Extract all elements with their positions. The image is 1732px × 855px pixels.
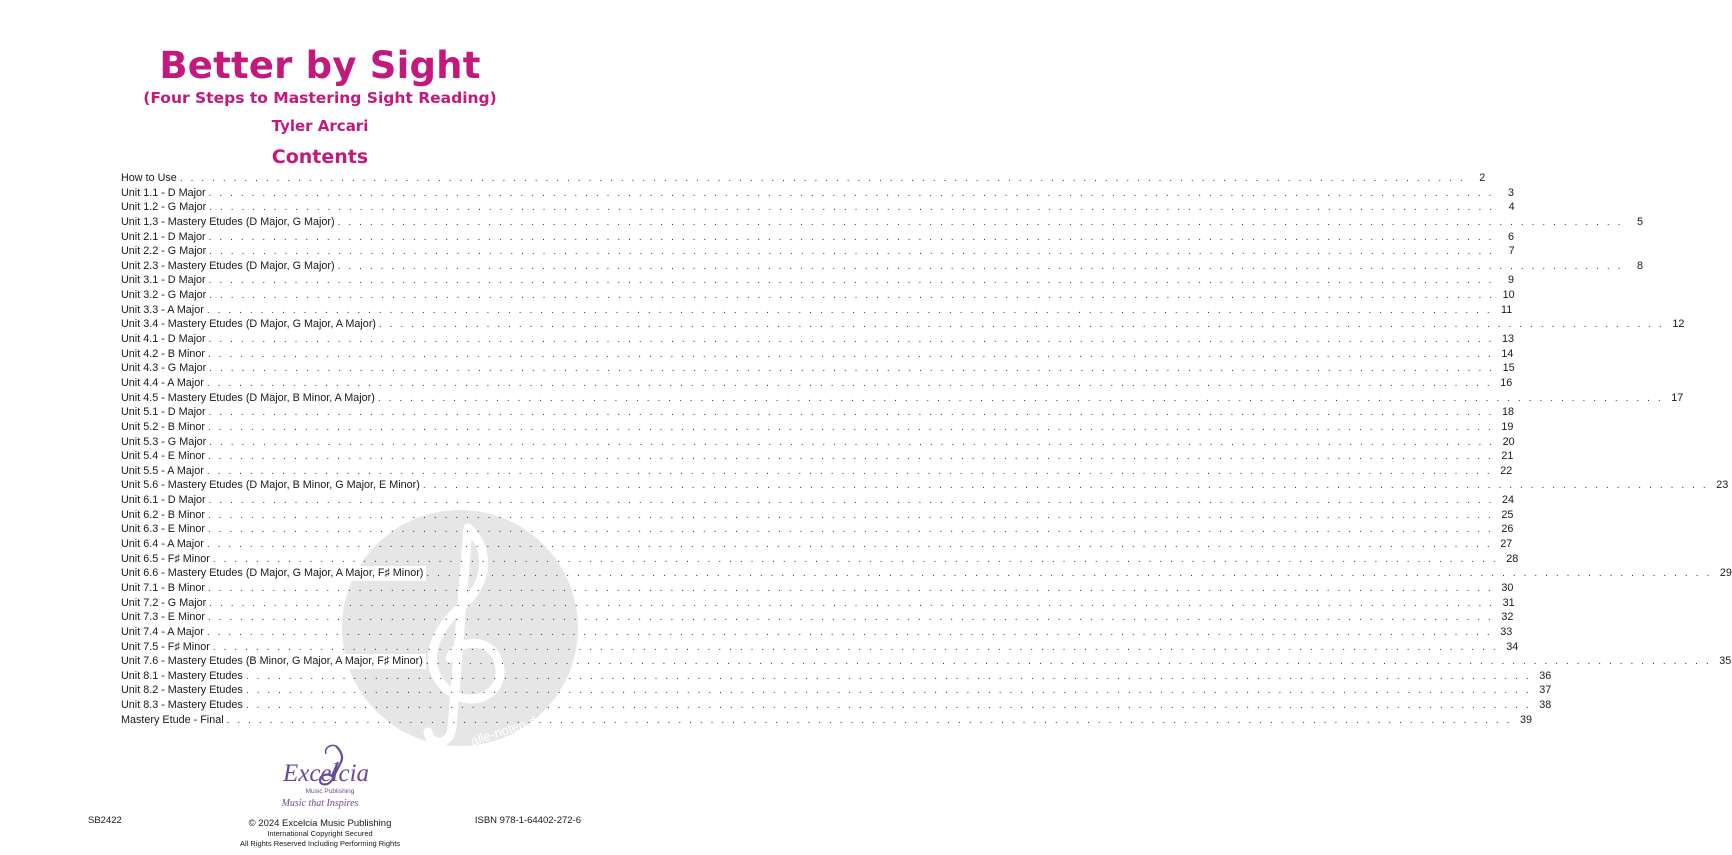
- toc-entry-page: 38: [1539, 699, 1552, 712]
- toc-dot-leader: . . . . . . . . . . . . . . . . . . . . . . . . . . . . . . . . . . . . . . . . . . . . . . . . . . . . . . . . . . . . . . . . . . . . . . . . . . . . . . . . . . . . . . . . . . . . . . . . . . . . . . . . . . . . . . . . . . . . . . . .: [208, 348, 1494, 360]
- toc-entry: [121, 405, 1515, 420]
- toc-entry: [121, 683, 1552, 698]
- toc-entry-label: Unit 3.2 - G Major: [121, 288, 209, 303]
- toc-entry: [121, 361, 1515, 376]
- toc-entry-page: 32: [1501, 611, 1514, 624]
- toc-entry: [121, 376, 1513, 391]
- toc-entry: [121, 259, 1644, 274]
- toc-dot-leader: . . . . . . . . . . . . . . . . . . . . . . . . . . . . . . . . . . . . . . . . . . . . . . . . . . . . . . . . . . . . . . . . . . . . . . . . . . . . . . . . . . . . . . . . . . . . . . . . . . . . . . . . . . . . . . . . . . . . . . . .: [426, 568, 1712, 580]
- toc-entry: [121, 435, 1515, 450]
- toc-dot-leader: . . . . . . . . . . . . . . . . . . . . . . . . . . . . . . . . . . . . . . . . . . . . . . . . . . . . . . . . . . . . . . . . . . . . . . . . . . . . . . . . . . . . . . . . . . . . . . . . . . . . . . . . . . . . . . . . . . . . . . . .: [206, 539, 1493, 551]
- toc-entry-page: 6: [1508, 230, 1515, 243]
- toc-dot-leader: . . . . . . . . . . . . . . . . . . . . . . . . . . . . . . . . . . . . . . . . . . . . . . . . . . . . . . . . . . . . . . . . . . . . . . . . . . . . . . . . . . . . . . . . . . . . . . . . . . . . . . . . . . . . . . . . . . . . . . . .: [377, 392, 1664, 404]
- toc-entry-page: 23: [1716, 479, 1729, 492]
- toc-dot-leader: . . . . . . . . . . . . . . . . . . . . . . . . . . . . . . . . . . . . . . . . . . . . . . . . . . . . . . . . . . . . . . . . . . . . . . . . . . . . . . . . . . . . . . . . . . . . . . . . . . . . . . . . . . . . . . . . . . . . . . . .: [208, 407, 1495, 419]
- toc-entry-label: Unit 4.3 - G Major: [121, 361, 209, 376]
- toc-entry: [121, 522, 1514, 537]
- toc-entry-label: Unit 1.1 - D Major: [121, 186, 209, 201]
- copyright-line: © 2024 Excelcia Music Publishing: [248, 818, 392, 829]
- toc-entry: [121, 230, 1515, 245]
- toc-entry: [121, 493, 1515, 508]
- toc-entry: [121, 713, 1533, 728]
- toc-entry-page: 10: [1502, 289, 1515, 302]
- toc-entry: [121, 669, 1552, 684]
- toc-dot-leader: . . . . . . . . . . . . . . . . . . . . . . . . . . . . . . . . . . . . . . . . . . . . . . . . . . . . . . . . . . . . . . . . . . . . . . . . . . . . . . . . . . . . . . . . . . . . . . . . . . . . . . . . . . . . . . . . . . . . . . . .: [212, 641, 1499, 653]
- toc-entry-label: Unit 5.3 - G Major: [121, 435, 209, 450]
- toc-entry-page: 13: [1502, 333, 1515, 346]
- toc-entry: [121, 200, 1515, 215]
- toc-entry-page: 9: [1508, 274, 1515, 287]
- toc-dot-leader: . . . . . . . . . . . . . . . . . . . . . . . . . . . . . . . . . . . . . . . . . . . . . . . . . . . . . . . . . . . . . . . . . . . . . . . . . . . . . . . . . . . . . . . . . . . . . . . . . . . . . . . . . . . . . . . . . . . . . . . .: [245, 700, 1532, 712]
- toc-entry-label: Unit 2.3 - Mastery Etudes (D Major, G Major): [121, 259, 338, 274]
- toc-dot-leader: . . . . . . . . . . . . . . . . . . . . . . . . . . . . . . . . . . . . . . . . . . . . . . . . . . . . . . . . . . . . . . . . . . . . . . . . . . . . . . . . . . . . . . . . . . . . . . . . . . . . . . . . . . . . . . . . . . . . . . . .: [212, 553, 1499, 565]
- toc-entry: [121, 654, 1732, 669]
- toc-dot-leader: . . . . . . . . . . . . . . . . . . . . . . . . . . . . . . . . . . . . . . . . . . . . . . . . . . . . . . . . . . . . . . . . . . . . . . . . . . . . . . . . . . . . . . . . . . . . . . . . . . . . . . . . . . . . . . . . . . . . . . . .: [209, 436, 1495, 448]
- toc-entry: [121, 640, 1519, 655]
- book-title: Better by Sight: [159, 44, 481, 87]
- toc-entry-label: Unit 7.2 - G Major: [121, 596, 209, 611]
- toc-entry-label: Unit 1.2 - G Major: [121, 200, 209, 215]
- toc-entry-page: 36: [1539, 669, 1552, 682]
- toc-entry-page: 35: [1719, 655, 1732, 668]
- toc-entry-label: Unit 4.2 - B Minor: [121, 347, 208, 362]
- toc-dot-leader: . . . . . . . . . . . . . . . . . . . . . . . . . . . . . . . . . . . . . . . . . . . . . . . . . . . . . . . . . . . . . . . . . . . . . . . . . . . . . . . . . . . . . . . . . . . . . . . . . . . . . . . . . . . . . . . . . . . . . . . .: [208, 275, 1495, 287]
- toc-dot-leader: . . . . . . . . . . . . . . . . . . . . . . . . . . . . . . . . . . . . . . . . . . . . . . . . . . . . . . . . . . . . . . . . . . . . . . . . . . . . . . . . . . . . . . . . . . . . . . . . . . . . . . . . . . . . . . . . . . . . . . . .: [208, 187, 1495, 199]
- toc-entry: [121, 625, 1513, 640]
- toc-entry-page: 8: [1637, 259, 1644, 272]
- toc-entry: [121, 508, 1514, 523]
- toc-entry-page: 11: [1501, 303, 1513, 316]
- toc-dot-leader: . . . . . . . . . . . . . . . . . . . . . . . . . . . . . . . . . . . . . . . . . . . . . . . . . . . . . . . . . . . . . . . . . . . . . . . . . . . . . . . . . . . . . . . . . . . . . . . . . . . . . . . . . . . . . . . . . . . . . . . .: [245, 670, 1532, 682]
- toc-entry: [121, 464, 1513, 479]
- toc-entry-label: Unit 5.5 - A Major: [121, 464, 207, 479]
- toc-entry-page: 2: [1479, 172, 1486, 184]
- toc-dot-leader: . . . . . . . . . . . . . . . . . . . . . . . . . . . . . . . . . . . . . . . . . . . . . . . . . . . . . . . . . . . . . . . . . . . . . . . . . . . . . . . . . . . . . . . . . . . . . . . . . . . . . . . . . . . . . . . . . . . . . . . .: [208, 509, 1494, 521]
- toc-entry: [121, 610, 1514, 625]
- toc-entry-page: 16: [1500, 376, 1513, 389]
- toc-dot-leader: . . . . . . . . . . . . . . . . . . . . . . . . . . . . . . . . . . . . . . . . . . . . . . . . . . . . . . . . . . . . . . . . . . . . . . . . . . . . . . . . . . . . . . . . . . . . . . . . . . . . . . . . . . . . . . . . . . . . . . . .: [206, 465, 1493, 477]
- author-name: Tyler Arcari: [271, 117, 369, 135]
- toc-dot-leader: . . . . . . . . . . . . . . . . . . . . . . . . . . . . . . . . . . . . . . . . . . . . . . . . . . . . . . . . . . . . . . . . . . . . . . . . . . . . . . . . . . . . . . . . . . . . . . . . . . . . . . . . . . . . . . . . . . . . . . . .: [425, 656, 1712, 668]
- toc-entry-label: Unit 4.1 - D Major: [121, 332, 209, 347]
- toc-entry-page: 30: [1501, 581, 1514, 594]
- toc-entry: [121, 391, 1684, 406]
- toc-entry: [121, 552, 1519, 567]
- toc-entry-label: Unit 5.2 - B Minor: [121, 420, 208, 435]
- table-of-contents: [121, 171, 1732, 727]
- toc-entry-label: Unit 2.1 - D Major: [121, 230, 209, 245]
- copyright-secured: International Copyright Secured: [267, 829, 373, 838]
- toc-entry-page: 33: [1500, 625, 1513, 638]
- toc-entry: [121, 288, 1515, 303]
- toc-dot-leader: . . . . . . . . . . . . . . . . . . . . . . . . . . . . . . . . . . . . . . . . . . . . . . . . . . . . . . . . . . . . . . . . . . . . . . . . . . . . . . . . . . . . . . . . . . . . . . . . . . . . . . . . . . . . . . . . . . . . . . . .: [208, 612, 1494, 624]
- toc-entry-label: Unit 6.5 - F♯ Minor: [121, 552, 213, 567]
- toc-dot-leader: . . . . . . . . . . . . . . . . . . . . . . . . . . . . . . . . . . . . . . . . . . . . . . . . . . . . . . . . . . . . . . . . . . . . . . . . . . . . . . . . . . . . . . . . . . . . . . . . . . . . . . . . . . . . . . . . . . . . . . . .: [208, 334, 1495, 346]
- toc-dot-leader: . . . . . . . . . . . . . . . . . . . . . . . . . . . . . . . . . . . . . . . . . . . . . . . . . . . . . . . . . . . . . . . . . . . . . . . . . . . . . . . . . . . . . . . . . . . . . . . . . . . . . . . . . . . . . . . . . . . . . . . .: [208, 451, 1494, 463]
- toc-entry-label: Unit 7.3 - E Minor: [121, 610, 208, 625]
- toc-dot-leader: . . . . . . . . . . . . . . . . . . . . . . . . . . . . . . . . . . . . . . . . . . . . . . . . . . . . . . . . . . . . . . . . . . . . . . . . . . . . . . . . . . . . . . . . . . . . . . . . . . . . . . . . . . . . . . . . . . . . . . . .: [209, 246, 1495, 258]
- toc-entry: [121, 478, 1729, 493]
- toc-dot-leader: . . . . . . . . . . . . . . . . . . . . . . . . . . . . . . . . . . . . . . . . . . . . . . . . . . . . . . . . . . . . . . . . . . . . . . . . . . . . . . . . . . . . . . . . . . . . . . . . . . . . . . . . . . . . . . . . . . . . . . . .: [422, 480, 1709, 492]
- toc-dot-leader: . . . . . . . . . . . . . . . . . . . . . . . . . . . . . . . . . . . . . . . . . . . . . . . . . . . . . . . . . . . . . . . . . . . . . . . . . . . . . . . . . . . . . . . . . . . . . . . . . . . . . . . . . . . . . . . . . . . . . . . .: [209, 202, 1495, 214]
- toc-dot-leader: . . . . . . . . . . . . . . . . . . . . . . . . . . . . . . . . . . . . . . . . . . . . . . . . . . . . . . . . . . . . . . . . . . . . . . . . . . . . . . . . . . . . . . . . . . . . . . . . . . . . . . . . . . . . . . . . . . . . . . . .: [206, 377, 1493, 389]
- toc-entry: [121, 171, 1486, 186]
- toc-entry: [121, 596, 1515, 611]
- toc-entry-label: Unit 4.4 - A Major: [121, 376, 207, 391]
- toc-entry-label: Unit 8.3 - Mastery Etudes: [121, 698, 246, 713]
- toc-entry-label: Unit 6.4 - A Major: [121, 537, 207, 552]
- toc-entry: [121, 332, 1515, 347]
- toc-dot-leader: . . . . . . . . . . . . . . . . . . . . . . . . . . . . . . . . . . . . . . . . . . . . . . . . . . . . . . . . . . . . . . . . . . . . . . . . . . . . . . . . . . . . . . . . . . . . . . . . . . . . . . . . . . . . . . . . . . . . . . . .: [208, 231, 1495, 243]
- toc-entry-page: 37: [1539, 684, 1552, 697]
- toc-entry-label: Unit 4.5 - Mastery Etudes (D Major, B Minor, A Major): [121, 391, 378, 406]
- toc-dot-leader: . . . . . . . . . . . . . . . . . . . . . . . . . . . . . . . . . . . . . . . . . . . . . . . . . . . . . . . . . . . . . . . . . . . . . . . . . . . . . . . . . . . . . . . . . . . . . . . . . . . . . . . . . . . . . . . . . . . . . . . .: [208, 421, 1494, 433]
- toc-entry: [121, 215, 1644, 230]
- product-code: SB2422: [88, 815, 122, 826]
- toc-entry: [121, 303, 1513, 318]
- toc-entry-label: Unit 8.2 - Mastery Etudes: [121, 683, 246, 698]
- toc-entry-label: Unit 3.1 - D Major: [121, 273, 209, 288]
- toc-entry-page: 39: [1520, 713, 1533, 726]
- book-subtitle: (Four Steps to Mastering Sight Reading): [143, 89, 497, 107]
- toc-entry-label: Unit 3.4 - Mastery Etudes (D Major, G Major, A Major): [121, 317, 379, 332]
- toc-dot-leader: . . . . . . . . . . . . . . . . . . . . . . . . . . . . . . . . . . . . . . . . . . . . . . . . . . . . . . . . . . . . . . . . . . . . . . . . . . . . . . . . . . . . . . . . . . . . . . . . . . . . . . . . . . . . . . . . . . . . . . . .: [208, 524, 1494, 536]
- toc-entry-page: 5: [1637, 215, 1644, 228]
- toc-entry-label: Unit 3.3 - A Major: [121, 303, 207, 318]
- toc-entry-page: 34: [1506, 640, 1519, 653]
- toc-entry: [121, 420, 1514, 435]
- toc-entry-label: How to Use: [121, 171, 180, 186]
- toc-entry-label: Unit 7.1 - B Minor: [121, 581, 208, 596]
- publisher-logo-sub: Music Publishing: [305, 788, 355, 795]
- toc-entry-label: Unit 2.2 - G Major: [121, 244, 209, 259]
- toc-entry-page: 26: [1501, 523, 1514, 536]
- toc-entry-page: 18: [1502, 406, 1515, 419]
- toc-entry-page: 12: [1672, 318, 1685, 331]
- toc-entry-page: 24: [1502, 494, 1515, 507]
- toc-entry: [121, 698, 1552, 713]
- toc-entry-page: 20: [1502, 435, 1515, 448]
- toc-entry: [121, 347, 1514, 362]
- toc-entry-label: Unit 7.5 - F♯ Minor: [121, 640, 213, 655]
- toc-dot-leader: . . . . . . . . . . . . . . . . . . . . . . . . . . . . . . . . . . . . . . . . . . . . . . . . . . . . . . . . . . . . . . . . . . . . . . . . . . . . . . . . . . . . . . . . . . . . . . . . . . . . . . . . . . . . . . . . . . . . . . . .: [209, 363, 1495, 375]
- toc-entry-label: Unit 1.3 - Mastery Etudes (D Major, G Major): [121, 215, 338, 230]
- toc-entry-page: 31: [1502, 596, 1515, 609]
- toc-entry-page: 3: [1508, 186, 1515, 199]
- toc-entry-page: 14: [1501, 347, 1514, 360]
- toc-entry: [121, 186, 1515, 201]
- toc-entry-label: Unit 6.3 - E Minor: [121, 522, 208, 537]
- toc-entry-page: 25: [1501, 508, 1514, 521]
- toc-entry-label: Unit 5.4 - E Minor: [121, 449, 208, 464]
- toc-entry: [121, 273, 1515, 288]
- toc-dot-leader: . . . . . . . . . . . . . . . . . . . . . . . . . . . . . . . . . . . . . . . . . . . . . . . . . . . . . . . . . . . . . . . . . . . . . . . . . . . . . . . . . . . . . . . . . . . . . . . . . . . . . . . . . . . . . . . . . . . . . . . .: [179, 173, 1466, 184]
- toc-entry-page: 15: [1502, 362, 1515, 375]
- toc-entry-page: 27: [1500, 538, 1513, 551]
- toc-dot-leader: . . . . . . . . . . . . . . . . . . . . . . . . . . . . . . . . . . . . . . . . . . . . . . . . . . . . . . . . . . . . . . . . . . . . . . . . . . . . . . . . . . . . . . . . . . . . . . . . . . . . . . . . . . . . . . . . . . . . . . . .: [208, 582, 1494, 594]
- toc-entry-label: Unit 5.6 - Mastery Etudes (D Major, B Minor, G Major, E Minor): [121, 478, 423, 493]
- toc-entry: [121, 449, 1514, 464]
- toc-entry-page: 7: [1508, 245, 1515, 258]
- toc-entry-page: 17: [1671, 391, 1684, 404]
- toc-dot-leader: . . . . . . . . . . . . . . . . . . . . . . . . . . . . . . . . . . . . . . . . . . . . . . . . . . . . . . . . . . . . . . . . . . . . . . . . . . . . . . . . . . . . . . . . . . . . . . . . . . . . . . . . . . . . . . . . . . . . . . . .: [209, 290, 1495, 302]
- toc-dot-leader: . . . . . . . . . . . . . . . . . . . . . . . . . . . . . . . . . . . . . . . . . . . . . . . . . . . . . . . . . . . . . . . . . . . . . . . . . . . . . . . . . . . . . . . . . . . . . . . . . . . . . . . . . . . . . . . . . . . . . . . .: [209, 597, 1495, 609]
- toc-entry-page: 28: [1506, 552, 1519, 565]
- toc-entry-page: 29: [1719, 567, 1732, 580]
- toc-entry-label: Unit 7.4 - A Major: [121, 625, 207, 640]
- toc-entry-page: 4: [1508, 201, 1515, 214]
- rights-reserved: All Rights Reserved Including Performing Rights: [239, 838, 401, 848]
- toc-entry-page: 22: [1500, 464, 1513, 477]
- toc-dot-leader: . . . . . . . . . . . . . . . . . . . . . . . . . . . . . . . . . . . . . . . . . . . . . . . . . . . . . . . . . . . . . . . . . . . . . . . . . . . . . . . . . . . . . . . . . . . . . . . . . . . . . . . . . . . . . . . . . . . . . . . .: [226, 714, 1513, 726]
- toc-entry-page: 21: [1501, 450, 1514, 463]
- toc-entry: [121, 581, 1514, 596]
- toc-entry: [121, 537, 1513, 552]
- isbn: ISBN 978-1-64402-272-6: [474, 815, 581, 826]
- toc-dot-leader: . . . . . . . . . . . . . . . . . . . . . . . . . . . . . . . . . . . . . . . . . . . . . . . . . . . . . . . . . . . . . . . . . . . . . . . . . . . . . . . . . . . . . . . . . . . . . . . . . . . . . . . . . . . . . . . . . . . . . . . .: [337, 216, 1624, 228]
- toc-dot-leader: . . . . . . . . . . . . . . . . . . . . . . . . . . . . . . . . . . . . . . . . . . . . . . . . . . . . . . . . . . . . . . . . . . . . . . . . . . . . . . . . . . . . . . . . . . . . . . . . . . . . . . . . . . . . . . . . . . . . . . . .: [206, 626, 1493, 638]
- toc-entry-label: Unit 6.2 - B Minor: [121, 508, 208, 523]
- toc-entry-label: Unit 5.1 - D Major: [121, 405, 209, 420]
- toc-dot-leader: . . . . . . . . . . . . . . . . . . . . . . . . . . . . . . . . . . . . . . . . . . . . . . . . . . . . . . . . . . . . . . . . . . . . . . . . . . . . . . . . . . . . . . . . . . . . . . . . . . . . . . . . . . . . . . . . . . . . . . . .: [245, 685, 1532, 697]
- toc-entry-label: Unit 7.6 - Mastery Etudes (B Minor, G Major, A Major, F♯ Minor): [121, 654, 426, 669]
- toc-entry: [121, 566, 1732, 581]
- toc-dot-leader: . . . . . . . . . . . . . . . . . . . . . . . . . . . . . . . . . . . . . . . . . . . . . . . . . . . . . . . . . . . . . . . . . . . . . . . . . . . . . . . . . . . . . . . . . . . . . . . . . . . . . . . . . . . . . . . . . . . . . . . .: [206, 304, 1493, 316]
- toc-dot-leader: . . . . . . . . . . . . . . . . . . . . . . . . . . . . . . . . . . . . . . . . . . . . . . . . . . . . . . . . . . . . . . . . . . . . . . . . . . . . . . . . . . . . . . . . . . . . . . . . . . . . . . . . . . . . . . . . . . . . . . . .: [208, 495, 1495, 507]
- toc-dot-leader: . . . . . . . . . . . . . . . . . . . . . . . . . . . . . . . . . . . . . . . . . . . . . . . . . . . . . . . . . . . . . . . . . . . . . . . . . . . . . . . . . . . . . . . . . . . . . . . . . . . . . . . . . . . . . . . . . . . . . . . .: [337, 260, 1624, 272]
- toc-entry-label: Mastery Etude - Final: [121, 713, 227, 728]
- toc-entry: [121, 244, 1515, 259]
- copyright-block: [0, 818, 640, 848]
- toc-entry: [121, 317, 1685, 332]
- toc-dot-leader: . . . . . . . . . . . . . . . . . . . . . . . . . . . . . . . . . . . . . . . . . . . . . . . . . . . . . . . . . . . . . . . . . . . . . . . . . . . . . . . . . . . . . . . . . . . . . . . . . . . . . . . . . . . . . . . . . . . . . . . .: [379, 319, 1665, 331]
- toc-entry-label: Unit 8.1 - Mastery Etudes: [121, 669, 246, 684]
- toc-entry-label: Unit 6.1 - D Major: [121, 493, 209, 508]
- toc-entry-label: Unit 6.6 - Mastery Etudes (D Major, G Major, A Major, F♯ Minor): [121, 566, 426, 581]
- publisher-tagline: Music that Inspires: [281, 798, 359, 809]
- contents-heading: Contents: [271, 146, 369, 168]
- publisher-logo-name: Excelcia: [282, 760, 370, 787]
- toc-entry-page: 19: [1501, 420, 1514, 433]
- watermark-text: alle-noten.de: [468, 710, 545, 749]
